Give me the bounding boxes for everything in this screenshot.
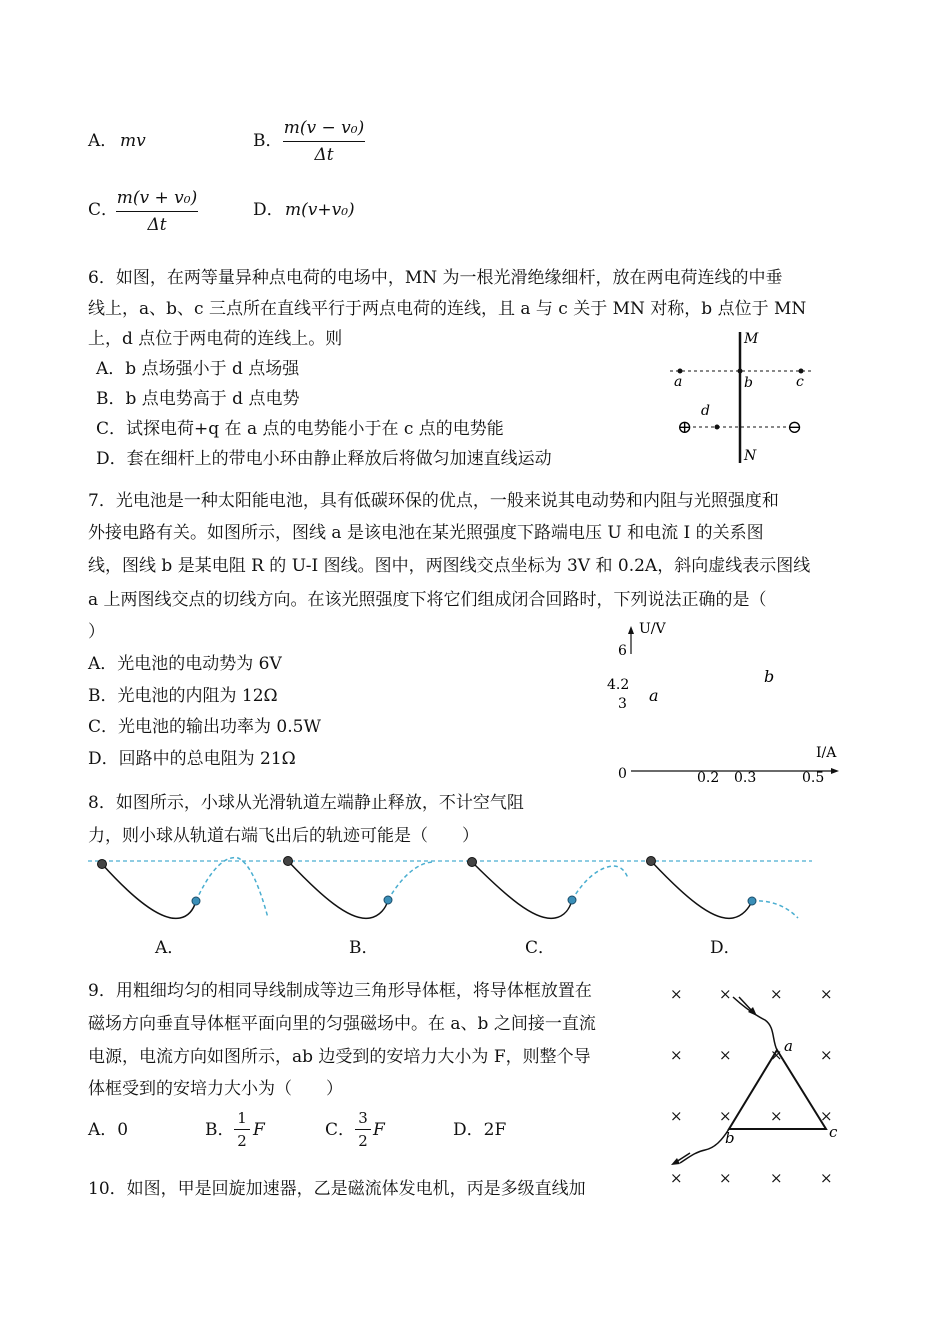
q9-option-a: A．0 (88, 1120, 129, 1140)
q5-option-b-label: B． (253, 131, 283, 151)
cross-icon: × (670, 1169, 683, 1187)
q8-stem-line1: 8．如图所示，小球从光滑轨道左端静止释放，不计空气阻 (88, 793, 524, 813)
cross-icon: × (670, 1107, 683, 1125)
cross-icon: × (770, 1169, 783, 1187)
q5-option-c-denominator: Δt (147, 215, 167, 235)
label-d: d (701, 403, 710, 419)
q8-choice-d: D． (710, 938, 741, 958)
q9-option-c-numerator: 3 (358, 1109, 368, 1127)
q7-stem-line3: 线，图线 b 是某电阻 R 的 U-I 图线。图中，两图线交点坐标为 3V 和 0.2A，斜向虚线表示图线 (88, 556, 811, 576)
q8-stem-line2: 力，则小球从轨道右端飞出后的轨迹可能是（ ） (88, 826, 479, 846)
i-tick-0.2: 0.2 (697, 770, 720, 786)
q5-option-d-text: m(v+v₀) (285, 200, 355, 220)
cross-icon: × (820, 1169, 833, 1187)
cross-icon: × (719, 985, 732, 1003)
negative-charge-icon: ⊖ (787, 417, 803, 438)
q9-stem-line4: 体框受到的安培力大小为（ ） (88, 1079, 343, 1099)
q5-option-c-label: C． (88, 200, 119, 220)
q9-option-c-label: C． (325, 1120, 356, 1140)
q5-option-c-numerator: m(v + v₀) (116, 188, 198, 208)
q6-stem-line2: 线上，a、b、c 三点所在直线平行于两点电荷的连线，且 a 与 c 关于 MN 对称，b 点位于 MN (88, 299, 807, 319)
vertex-b-label: b (725, 1129, 735, 1147)
cross-icon: × (719, 1046, 732, 1064)
q9-stem-line1: 9．用粗细均匀的相同导线制成等边三角形导体框，将导体框放置在 (88, 981, 592, 1001)
vertex-a-label: a (784, 1037, 793, 1055)
cross-icon: × (820, 985, 833, 1003)
wire-out (680, 1129, 729, 1163)
label-c: c (796, 374, 804, 390)
curve-b-label: b (764, 667, 775, 686)
cross-icon: × (820, 1046, 833, 1064)
origin-label: 0 (618, 766, 627, 782)
i-tick-0.5: 0.5 (802, 770, 825, 786)
cross-icon: × (670, 985, 683, 1003)
label-M: M (744, 331, 759, 347)
q6-option-d: D．套在细杆上的带电小环由静止释放后将做匀加速直线运动 (96, 449, 552, 469)
q6-option-c: C．试探电荷+q 在 a 点的电势能小于在 c 点的电势能 (96, 419, 504, 439)
q8-choice-b: B． (349, 938, 379, 958)
i-axis-label: I/A (816, 745, 837, 761)
q8-choice-a: A． (155, 938, 185, 958)
q5-option-b-denominator: Δt (314, 145, 334, 165)
cross-icon: × (770, 1046, 783, 1064)
vertex-c-label: c (829, 1123, 838, 1141)
q5-option-a-text: mv (120, 131, 146, 151)
q10-stem-line1: 10．如图，甲是回旋加速器，乙是磁流体发电机，丙是多级直线加 (88, 1179, 586, 1199)
u-tick-3: 3 (618, 696, 627, 712)
q7-stem-line5: ） (88, 622, 105, 642)
curve-a-label: a (649, 686, 659, 705)
q7-option-a: A．光电池的电动势为 6V (88, 654, 282, 674)
q9-option-d: D．2F (453, 1120, 507, 1140)
cross-icon: × (770, 985, 783, 1003)
q6-stem-line1: 6．如图，在两等量异种点电荷的电场中，MN 为一根光滑绝缘细杆，放在两电荷连线的中垂 (88, 268, 783, 288)
q5-option-d-label: D． (253, 200, 284, 220)
q9-option-b-denominator: 2 (237, 1132, 247, 1150)
q9-option-b-numerator: 1 (237, 1109, 247, 1127)
q9-option-b-label: B． (205, 1120, 235, 1140)
q6-option-a: A．b 点场强小于 d 点场强 (96, 359, 300, 379)
q9-option-c-F: F (373, 1120, 385, 1140)
q7-stem-line4: a 上两图线交点的切线方向。在该光照强度下将它们组成闭合回路时，下列说法正确的是（ (88, 590, 767, 610)
q7-option-c: C．光电池的输出功率为 0.5W (88, 717, 321, 737)
cross-icon: × (670, 1046, 683, 1064)
positive-charge-icon: ⊕ (677, 417, 693, 438)
u-axis-label: U/V (639, 621, 666, 637)
q7-option-b: B．光电池的内阻为 12Ω (88, 686, 278, 706)
u-tick-4.2: 4.2 (607, 677, 630, 693)
cross-icon: × (719, 1107, 732, 1125)
q7-option-d: D．回路中的总电阻为 21Ω (88, 749, 296, 769)
q9-stem-line3: 电源，电流方向如图所示，ab 边受到的安培力大小为 F，则整个导 (88, 1047, 591, 1067)
q6-stem-line3: 上，d 点位于两电荷的连线上。则 (88, 329, 343, 349)
cross-icon: × (820, 1107, 833, 1125)
q9-option-b-F: F (253, 1120, 265, 1140)
q5-option-a-label: A． (88, 131, 118, 151)
label-N: N (744, 448, 757, 464)
q7-stem-line2: 外接电路有关。如图所示，图线 a 是该电池在某光照强度下路端电压 U 和电流 I 的关系图 (88, 523, 764, 543)
q9-stem-line2: 磁场方向垂直导体框平面向里的匀强磁场中。在 a、b 之间接一直流 (88, 1014, 596, 1034)
q5-option-b-numerator: m(v − v₀) (283, 118, 365, 138)
current-out-arrowhead-icon (671, 1158, 680, 1165)
q8-choice-c: C． (525, 938, 556, 958)
q9-option-c-denominator: 2 (358, 1132, 368, 1150)
i-tick-0.3: 0.3 (734, 770, 757, 786)
q6-option-b: B．b 点电势高于 d 点电势 (96, 389, 300, 409)
magnetic-field-crosses (670, 985, 833, 1187)
u-tick-6: 6 (618, 643, 627, 659)
cross-icon: × (770, 1107, 783, 1125)
wire-in (733, 997, 777, 1050)
q7-stem-line1: 7．光电池是一种太阳能电池，具有低碳环保的优点，一般来说其电动势和内阻与光照强度和 (88, 491, 779, 511)
label-a: a (674, 374, 683, 390)
label-b: b (744, 375, 753, 391)
cross-icon: × (719, 1169, 732, 1187)
